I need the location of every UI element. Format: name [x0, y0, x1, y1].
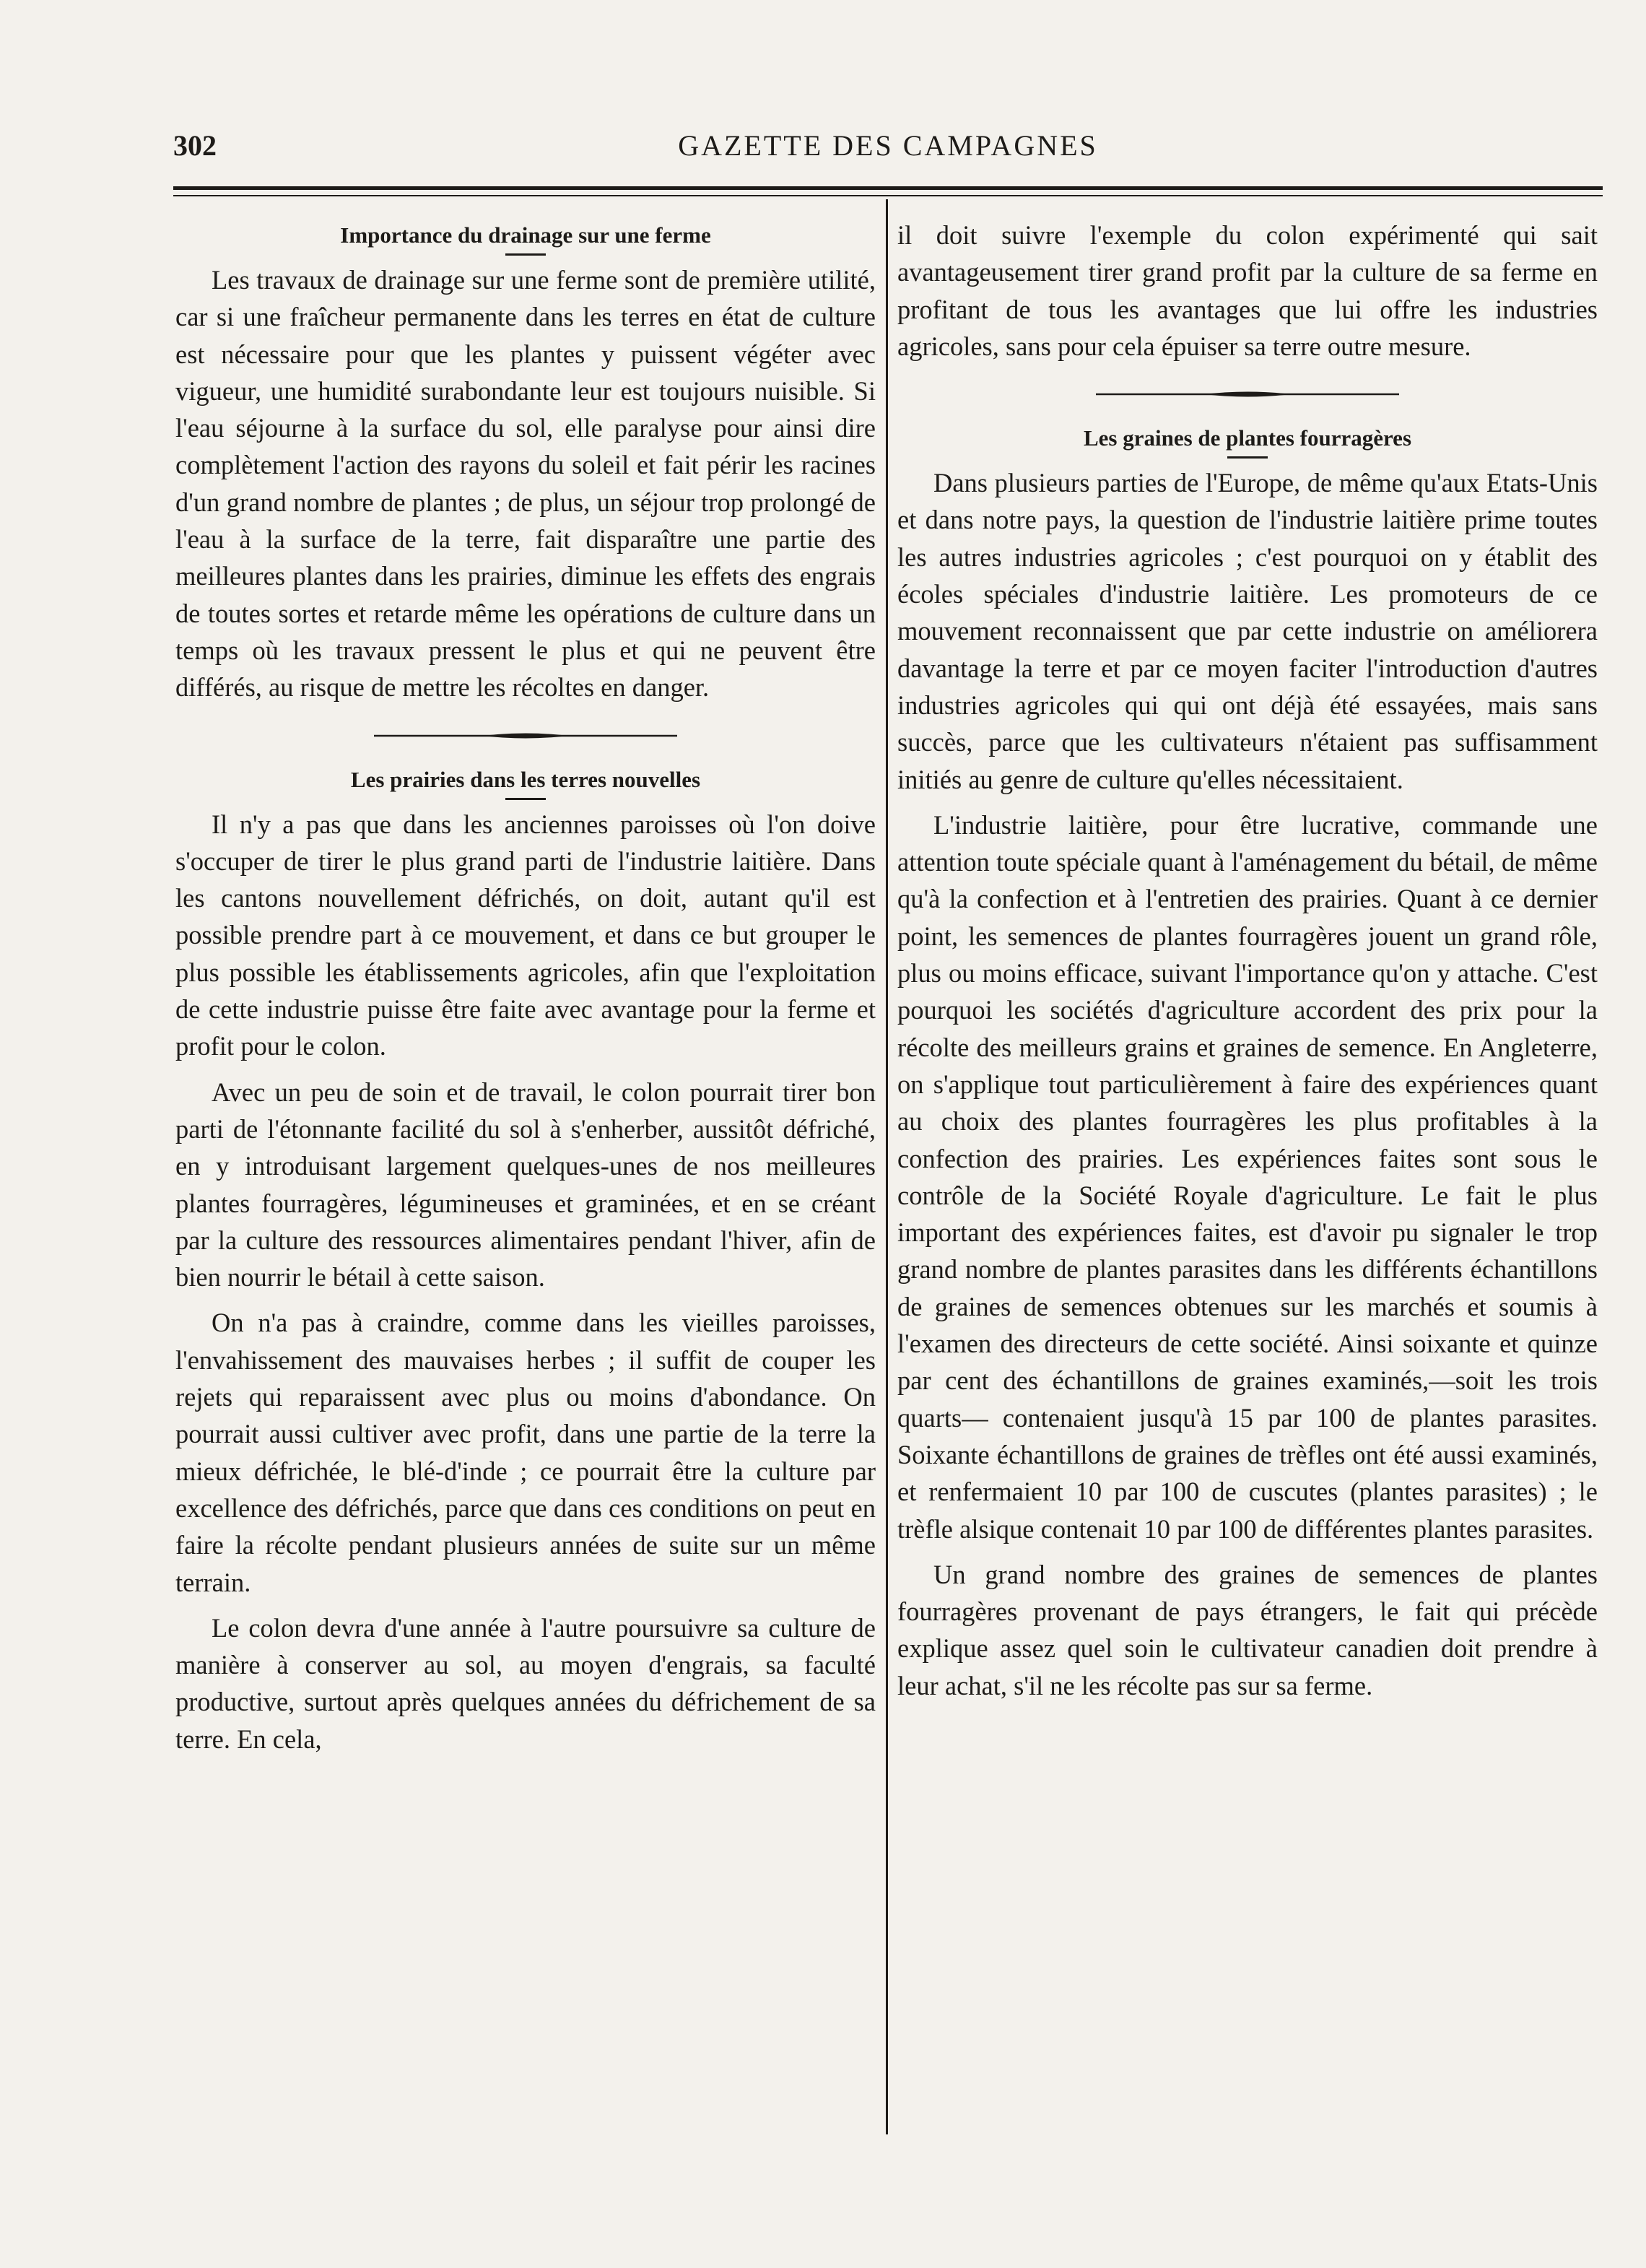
paragraph: L'industrie laitière, pour être lucrative, commande une attention toute spéciale quant à l'aménagement du bétail, de même qu'à la confection et à l'entretien des prairies. Quant à ce dernier point, les semences de plantes fourragères jouent un grand rôle, plus ou moins efficace, suivant l'importance qu'on y attache. C'est pourquoi les sociétés d'agriculture accordent des prix pour la récolte des meilleurs grains et graines de semence. En Angleterre, on s'applique tout particulièrement à faire des expériences quant au choix des plantes fourragères les plus profitables à la confection des prairies. Les expériences faites sont sous le contrôle de la Société Royale d'agriculture. Le fait le plus important des expériences faites, est d'avoir pu signaler le trop grand nombre de plantes parasites dans les différents échantillons de graines de semences obtenues sur les marchés et soumis à l'examen des directeurs de cette société. Ainsi soixante et quinze par cent des échantillons de graines examinés,—soit les trois quarts— contenaient jusqu'à 15 par 100 de plantes parasites. Soixante échantillons de graines de trèfles ont été aussi examinés, et renfermaient 10 par 100 de cuscutes (plantes parasites) ; le trèfle alsique contenait 10 par 100 de différentes plantes parasites. — [897, 809, 1598, 1544]
paragraph: Le colon devra d'une année à l'autre poursuivre sa culture de manière à conserver au sol, au moyen d'engrais, sa faculté productive, surtout après quelques années du défrichement de sa terre. En cela, — [175, 1612, 876, 1754]
running-title: GAZETTE DES CAMPAGNES — [678, 129, 1098, 162]
left-column — [175, 217, 876, 1758]
page-number: 302 — [173, 129, 217, 162]
article-title-prairies: Les prairies dans les terres nouvelles — [350, 766, 701, 792]
paragraph: Les travaux de drainage sur une ferme sont de première utilité, car si une fraîcheur permanente dans les terres en état de culture est nécessaire pour que les plantes y puissent végéter avec vigueur, une humidité surabondante leur est toujours nuisible. Si l'eau séjourne à la surface du sol, elle paralyse pour ainsi dire complètement l'action des rayons du soleil et fait périr les racines d'un grand nombre de plantes ; de plus, un séjour trop prolongé de l'eau à la surface de la terre, fait disparaître une partie des meilleures plantes dans les prairies, diminue les effets des engrais de toutes sortes et retarde même les opérations de culture dans un temps où les travaux pressent le plus et qui ne peuvent être différés, au risque de mettre les récoltes en danger. — [175, 265, 876, 703]
header-rule-thin — [173, 195, 1603, 196]
paragraph: Un grand nombre des graines de semences de plantes fourragères provenant de pays étrangers, le fait qui précède explique assez quel soin le cultivateur canadien doit prendre à leur achat, s'il ne les récolte pas sur sa ferme. — [897, 1559, 1598, 1700]
article-title-drainage: Importance du drainage sur une ferme — [340, 222, 711, 248]
right-column — [897, 217, 1598, 1704]
title-dash — [1227, 456, 1268, 459]
paragraph: On n'a pas à craindre, comme dans les vieilles paroisses, l'envahissement des mauvaises herbes ; il suffit de couper les rejets qui reparaissent avec plus ou moins d'abondance. On pourrait aussi cultiver avec profit, dans une partie de la terre la mieux défrichée, le blé-d'inde ; ce pourrait être la culture par excellence des défrichés, parce que dans ces conditions on peut en faire la récolte pendant plusieurs années de suite sur un même terrain. — [175, 1308, 876, 1597]
section-separator-ornament — [374, 731, 677, 741]
page-header — [173, 129, 1603, 172]
article-title-graines: Les graines de plantes fourragères — [1083, 425, 1412, 451]
section-separator-ornament — [1096, 389, 1399, 399]
column-divider — [886, 199, 888, 2134]
paragraph: Il n'y a pas que dans les anciennes paroisses où l'on doive s'occuper de tirer le plus grand parti de l'industrie laitière. Dans les cantons nouvellement défrichés, on doit, autant qu'il est possible prendre part à ce mouvement, et dans ce but grouper le plus possible les établissements agricoles, afin que l'exploitation de cette industrie puisse être faite avec avantage pour la ferme et profit pour le colon. — [175, 809, 876, 1061]
header-rule-thick — [173, 186, 1603, 190]
title-dash — [505, 798, 546, 800]
continued-paragraph: il doit suivre l'exemple du colon expérimenté qui sait avantageusement tirer grand profit par la culture de sa ferme en profitant de tous les avantages que lui offre les industries agricoles, sans pour cela épuiser sa terre outre mesure. — [897, 220, 1598, 361]
title-dash — [505, 253, 546, 256]
paragraph: Avec un peu de soin et de travail, le colon pourrait tirer bon parti de l'étonnante facilité du sol à s'enherber, aussitôt défriché, en y introduisant largement quelques-unes de nos meilleures plantes fourragères, légumineuses et graminées, et en se créant par la culture des ressources alimentaires pendant l'hiver, afin de bien nourrir le bétail à cette saison. — [175, 1077, 876, 1292]
paragraph: Dans plusieurs parties de l'Europe, de même qu'aux Etats-Unis et dans notre pays, la question de l'industrie laitière prime toutes les autres industries agricoles ; c'est pourquoi on y établit des écoles spéciales d'industrie laitière. Les promoteurs de ce mouvement reconnaissent que par cette industrie on améliorera davantage la terre et par ce moyen faciter l'introduction d'autres industries agricoles qui qui ont déjà été essayées, mais sans succès, parce que les cultivateurs n'étaient pas suffisamment initiés au genre de culture qu'elles nécessitaient. — [897, 468, 1598, 794]
